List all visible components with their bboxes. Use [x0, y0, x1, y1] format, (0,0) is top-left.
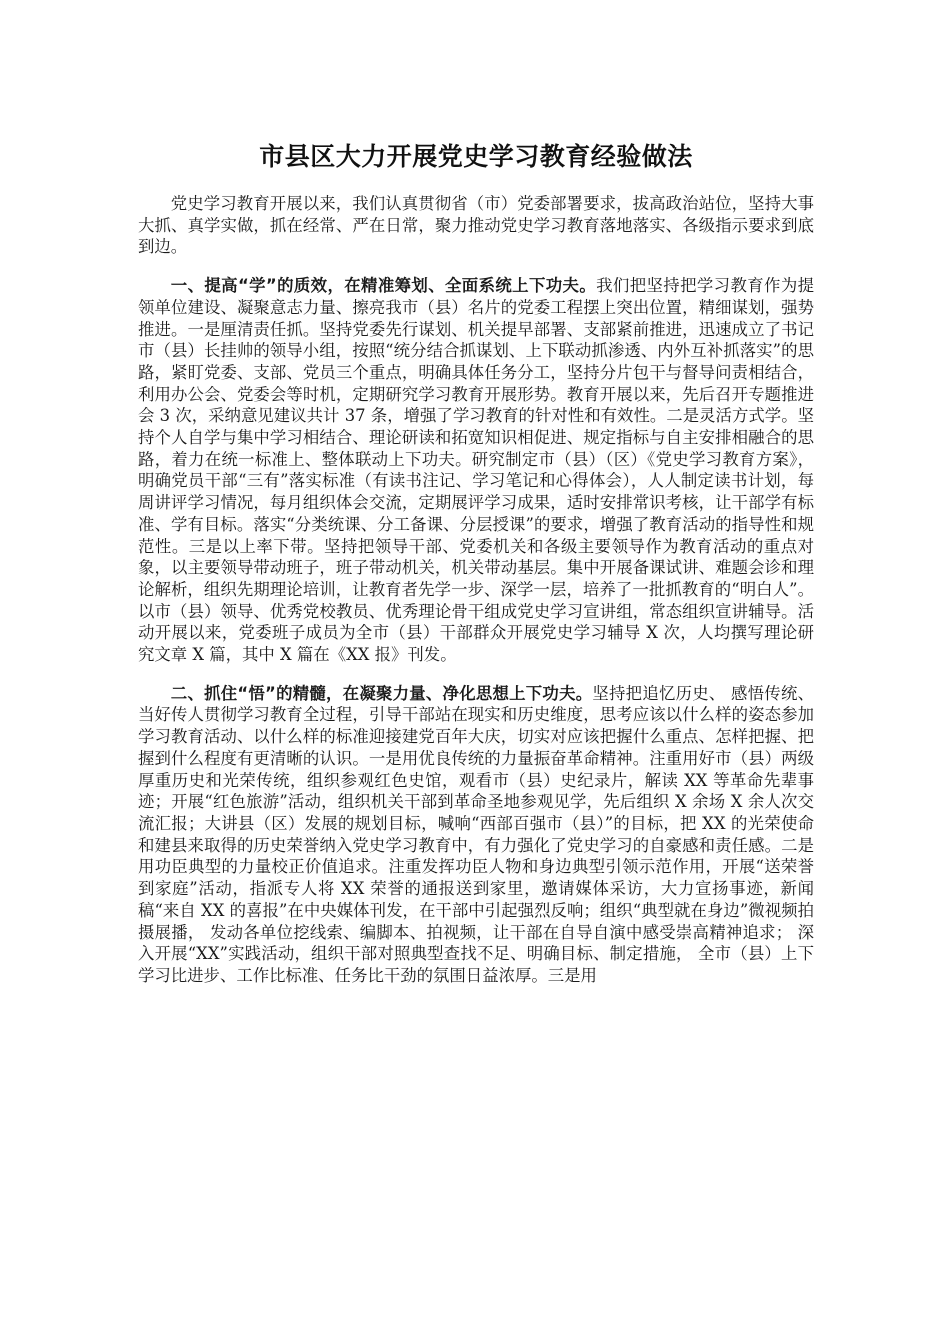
paragraph-text: 坚持把追忆历史、 感悟传统、当好传人贯彻学习教育全过程，引导干部站在现实和历史维度，思考应该以什么样的姿态参加学习教育活动、以什么样的标准迎接建党百年大庆，切实对应该把握什么重点、怎样把握、把握到什么程度有更清晰的认识。一是用优良传统的力量振奋革命精神。注重用好市（县）两级厚重历史和光荣传统，组织参观红色史馆，观看市（县）史纪录片，解读 XX 等革命先辈事迹；开展“红色旅游”活动，组织机关干部到革命圣地参观见学，先后组织 X 余场 X 余人次交流汇报；大讲县（区）发展的规划目标，喊响“西部百强市（县）”的目标，把 XX 的光荣使命和建县来取得的历史荣誉纳入党史学习教育中，有力强化了党史学习的自豪感和责任感。二是用功臣典型的力量校正价值追求。注重发挥功臣人物和身边典型引领示范作用，开展“送荣誉到家庭”活动，指派专人将 XX 荣誉的通报送到家里，邀请媒体采访，大力宣扬事迹，新闻稿“来自 XX 的喜报”在中央媒体刊发，在干部中引起强烈反响；组织“典型就在身边”微视频拍摄展播， 发动各单位挖线索、编脚本、拍视频，让干部在自导自演中感受崇高精神追求； 深入开展“XX”实践活动，组织干部对照典型查找不足、明确目标、制定措施， 全市（县）上下学习比进步、工作比标准、任务比干劲的氛围日益浓厚。三是用 — [138, 683, 814, 985]
intro-paragraph — [138, 193, 814, 258]
section-one-paragraph — [138, 275, 814, 666]
document-title: 市县区大力开展党史学习教育经验做法 — [259, 142, 693, 171]
paragraph-text: 党史学习教育开展以来，我们认真贯彻省（市）党委部署要求，拔高政治站位，坚持大事大抓、真学实做，抓在经常、严在日常，聚力推动党史学习教育落地落实、各级指示要求到底到边。 — [138, 194, 814, 257]
section-two-paragraph — [138, 683, 814, 987]
section-heading: 一、提高“学”的质效，在精准筹划、全面系统上下功夫。 — [170, 276, 597, 296]
document-page — [138, 135, 814, 1004]
section-heading: 二、抓住“悟”的精髓，在凝聚力量、净化思想上下功夫。 — [170, 683, 593, 703]
paragraph-text: 我们把坚持把学习教育作为提领单位建设、凝聚意志力量、擦亮我市（县）名片的党委工程摆上突出位置，精细谋划，强势推进。一是厘清责任抓。坚持党委先行谋划、机关提早部署、支部紧前推进，迅速成立了书记市（县）长挂帅的领导小组，按照“统分结合抓谋划、上下联动抓渗透、内外互补抓落实”的思路，紧盯党委、支部、党员三个重点，明确具体任务分工，坚持分片包干与督导问责相结合，利用办公会、党委会等时机，定期研究学习教育开展形势。教育开展以来，先后召开专题推进会 3 次，采纳意见建议共计 37 条，增强了学习教育的针对性和有效性。二是灵活方式学。坚持个人自学与集中学习相结合、理论研读和拓宽知识相促进、规定指标与自主安排相融合的思路，着力在统一标准上、整体联动上下功夫。研究制定市（县）（区）《党史学习教育方案》，明确党员干部“三有”落实标准（有读书注记、学习笔记和心得体会），人人制定读书计划，每周讲评学习情况，每月组织体会交流，定期展评学习成果，适时安排常识考核，让干部学有标准、学有目标。落实“分类统课、分工备课、分层授课”的要求，增强了教育活动的指导性和规范性。三是以上率下带。坚持把领导干部、党委机关和各级主要领导作为教育活动的重点对象，以主要领导带动班子，班子带动机关，机关带动基层。集中开展备课试讲、难题会诊和理论解析，组织先期理论培训，让教育者先学一步、深学一层，培养了一批抓教育的“明白人”。以市（县）领导、优秀党校教员、优秀理论骨干组成党史学习宣讲组，常态组织宣讲辅导。活动开展以来，党委班子成员为全市（县）干部群众开展党史学习辅导 X 次，人均撰写理论研究文章 X 篇，其中 X 篇在《XX 报》刊发。 — [138, 276, 815, 665]
